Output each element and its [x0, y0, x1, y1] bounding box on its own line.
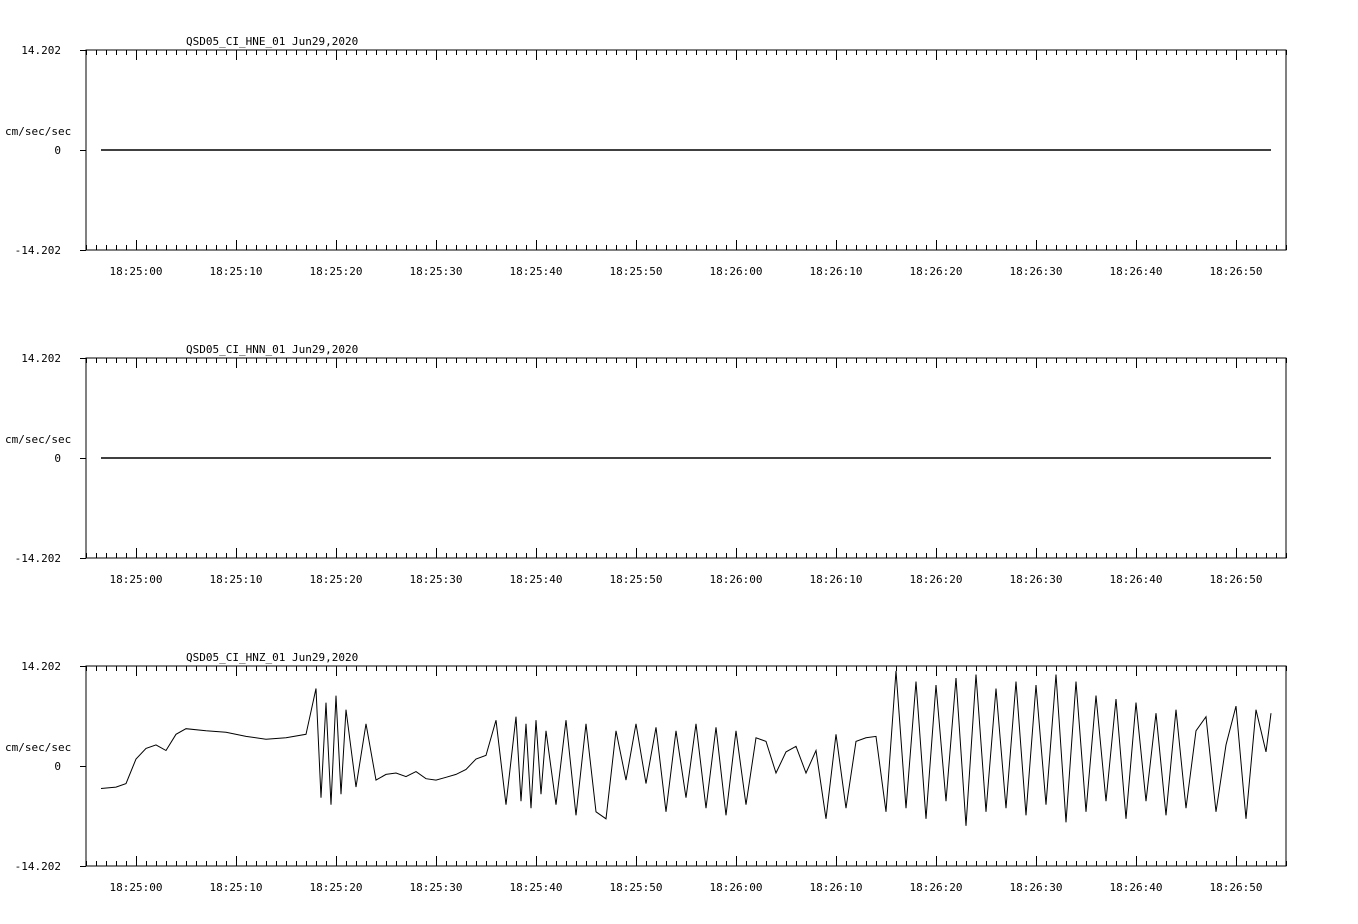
- x-tick-label: 18:26:50: [1209, 265, 1263, 278]
- x-tick-label: 18:26:20: [909, 881, 963, 894]
- panel-3: [5, 651, 1287, 894]
- x-tick-label: 18:25:20: [309, 881, 363, 894]
- x-tick-label: 18:25:30: [409, 881, 463, 894]
- x-tick-label: 18:26:20: [909, 265, 963, 278]
- x-tick-label: 18:26:30: [1009, 573, 1063, 586]
- x-tick-label: 18:26:00: [709, 573, 763, 586]
- y-tick-label: -14.202: [14, 552, 61, 565]
- y-tick-label: 14.202: [21, 44, 61, 57]
- waveform-trace: [101, 671, 1271, 826]
- x-tick-label: 18:26:10: [809, 881, 863, 894]
- plot-frame: [86, 666, 1286, 866]
- panel-2: [5, 343, 1287, 586]
- x-tick-label: 18:26:00: [709, 265, 763, 278]
- x-tick-label: 18:25:20: [309, 573, 363, 586]
- panel-title: QSD05_CI_HNZ_01 Jun29,2020: [186, 651, 359, 664]
- x-tick-label: 18:25:00: [109, 265, 163, 278]
- x-tick-label: 18:26:40: [1109, 881, 1163, 894]
- x-tick-label: 18:25:10: [209, 881, 263, 894]
- panel-title: QSD05_CI_HNE_01 Jun29,2020: [186, 35, 359, 48]
- x-tick-label: 18:25:50: [609, 265, 663, 278]
- x-tick-label: 18:26:20: [909, 573, 963, 586]
- x-tick-label: 18:25:40: [509, 265, 563, 278]
- y-tick-label: 0: [54, 144, 61, 157]
- x-tick-label: 18:25:10: [209, 265, 263, 278]
- x-tick-label: 18:25:10: [209, 573, 263, 586]
- y-tick-label: 14.202: [21, 352, 61, 365]
- x-tick-label: 18:26:00: [709, 881, 763, 894]
- y-tick-label: -14.202: [14, 244, 61, 257]
- panel-1: [5, 35, 1287, 278]
- y-axis-label: cm/sec/sec: [5, 433, 72, 446]
- x-tick-label: 18:26:40: [1109, 265, 1163, 278]
- panel-title: QSD05_CI_HNN_01 Jun29,2020: [186, 343, 359, 356]
- x-tick-label: 18:25:30: [409, 265, 463, 278]
- x-tick-label: 18:25:30: [409, 573, 463, 586]
- y-axis-label: cm/sec/sec: [5, 741, 72, 754]
- x-tick-label: 18:25:40: [509, 573, 563, 586]
- x-tick-label: 18:26:30: [1009, 265, 1063, 278]
- y-tick-label: 0: [54, 452, 61, 465]
- x-tick-label: 18:25:50: [609, 573, 663, 586]
- x-tick-label: 18:25:00: [109, 881, 163, 894]
- x-tick-label: 18:26:10: [809, 573, 863, 586]
- x-tick-label: 18:26:50: [1209, 881, 1263, 894]
- y-tick-label: -14.202: [14, 860, 61, 873]
- y-tick-label: 14.202: [21, 660, 61, 673]
- x-tick-label: 18:25:00: [109, 573, 163, 586]
- x-tick-label: 18:26:10: [809, 265, 863, 278]
- y-tick-label: 0: [54, 760, 61, 773]
- x-tick-label: 18:26:40: [1109, 573, 1163, 586]
- x-tick-label: 18:25:40: [509, 881, 563, 894]
- y-axis-label: cm/sec/sec: [5, 125, 72, 138]
- x-tick-label: 18:26:50: [1209, 573, 1263, 586]
- x-tick-label: 18:25:50: [609, 881, 663, 894]
- x-tick-label: 18:26:30: [1009, 881, 1063, 894]
- x-tick-label: 18:25:20: [309, 265, 363, 278]
